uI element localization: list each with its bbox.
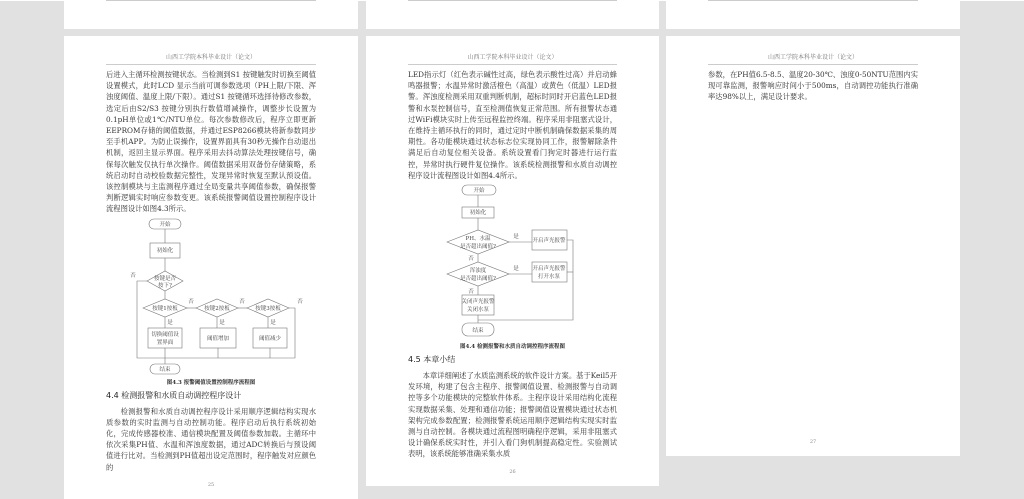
decision-label: 按键是否 bbox=[153, 275, 177, 282]
page-27 bbox=[666, 36, 960, 456]
paragraph-text: 本章详细阐述了水质监测系统的软件设计方案。基于Keil5开发环境，构建了包含主程序、报警阈值设置、检测报警与自动调控等多个功能模块的完整软件体系。主程序设计采用结构化流程实现数据采集、处理和通信功能；报警阈值设置模块通过状态机架构完成参数配置；检测报警系统运用顺序逻辑结构实现实时监测与自动控制。各模块通过流程图明确程序逻辑，采用非阻塞式设计确保系统实时性，并引入看门狗机制提高稳定性。实验测试表明，该系统能够准确采集水质 bbox=[408, 371, 617, 459]
init-label: 初始化 bbox=[156, 247, 174, 254]
section-heading: 4.4 检测报警和水质自动调控程序设计 bbox=[106, 390, 242, 400]
no-label: 否 bbox=[188, 298, 194, 305]
alarm2-label: 开启声光报警 bbox=[532, 266, 566, 273]
page-header: 山西工学院本科毕业设计（论文） bbox=[708, 54, 918, 65]
body-paragraph bbox=[106, 406, 316, 473]
alarm2-label-2: 打开水泵 bbox=[537, 274, 561, 281]
body-paragraph bbox=[408, 370, 617, 460]
no-label: 否 bbox=[130, 272, 136, 279]
flowchart-4-4 bbox=[366, 181, 660, 341]
previous-page-3 bbox=[666, 0, 960, 29]
page-25 bbox=[64, 36, 358, 499]
yes-label: 是 bbox=[513, 266, 519, 273]
no-label: 否 bbox=[239, 298, 245, 305]
key1-label: 按键1按板 bbox=[152, 305, 178, 312]
figure-caption: 图4.4 检测报警和水质自动调控程序流程图 bbox=[460, 344, 565, 351]
yes-label: 是 bbox=[513, 234, 519, 241]
paragraph-text: 检测报警和水质自动调控程序设计采用顺序逻辑结构实现水质参数的实时监测与自动控制功能。程序启动后执行系统初始化，完成传感器校准、通信模块配置及阈值参数加载。主循环中依次采集PH值、水温和浑浊度数据，通过ADC转换后与预设阈值进行比对。当检测到PH值超出设定范围时，程序触发对应颜色的 bbox=[106, 406, 316, 472]
page-number: 26 bbox=[509, 468, 516, 475]
d1-label-2: 是否超出阈值? bbox=[460, 244, 496, 251]
page-number: 25 bbox=[207, 481, 215, 488]
section-heading: 4.5 本章小结 bbox=[408, 355, 456, 365]
yes-label: 是 bbox=[270, 319, 276, 326]
page-26 bbox=[366, 36, 659, 486]
body-paragraph bbox=[408, 69, 617, 181]
turbidity-decision bbox=[447, 262, 509, 286]
paragraph-text: LED指示灯（红色表示碱性过高，绿色表示酸性过高）并启动蜂鸣器报警；水温异常时激活橙色（高温）或黄色（低温）LED报警。浑浊度检测采用双重判断机制，超标时同时开启蓝色LED报警和水泵控制信号，直至检测值恢复正常范围。所有报警状态通过WiFi模块实时上传至远程监控终端。程序采用非阻塞式设计，在维持主循环执行的同时，通过定时中断机制确保数据采集的周期性。各功能模块通过状态标志位实现协同工作，报警解除条件满足后自动复位相关设备。系统设置看门狗定时器进行运行监控，异常时执行硬件复位操作。该系统检测报警和水质自动调控程序设计流程图设计如图4.4所示。 bbox=[408, 70, 617, 180]
end-label: 结束 bbox=[472, 328, 484, 335]
init-label: 初始化 bbox=[469, 210, 487, 217]
key2-label: 按键2按板 bbox=[204, 305, 230, 312]
off-label: 关闭声光报警 bbox=[461, 299, 495, 306]
yes-label: 是 bbox=[219, 319, 225, 326]
alarm1-label: 开启声光报警 bbox=[532, 238, 566, 245]
previous-page-2 bbox=[366, 0, 659, 29]
page-number: 27 bbox=[809, 439, 817, 445]
ph-temp-decision bbox=[447, 230, 509, 254]
yes-label: 是 bbox=[167, 319, 173, 326]
paragraph-text: 参数，在PH值6.5-8.5、温度20-30℃、浊度0-50NTU范围内实现可靠监测，报警响应时间小于500ms，自动调控功能执行准确率达98%以上，满足设计要求。 bbox=[708, 70, 918, 102]
body-paragraph bbox=[708, 69, 918, 103]
no-label: 否 bbox=[297, 298, 303, 305]
box2-label: 阈值增加 bbox=[206, 335, 230, 342]
start-label: 开始 bbox=[159, 221, 171, 228]
d2-label: 浑浊度 bbox=[469, 268, 487, 275]
previous-page-1 bbox=[64, 0, 358, 29]
d2-label-2: 是否超出阈值? bbox=[460, 276, 496, 283]
box3-label: 阈值减少 bbox=[258, 335, 282, 342]
no-label: 否 bbox=[468, 289, 474, 296]
paragraph-text: 后进入主循环检测按键状态。当检测到S1 按键触发时切换至阈值设置模式，此时LCD 显示当前可调参数选项（PH上限/下限、浑浊度阈值、温度上限/下限）。通过S1 按键循环选择待修改参数，选定后由S2/S3 按键分别执行数值增减操作，调整步长设置为0.1pH单位或1℃/NTU单位。每次参数修改后，程序立即更新EEPROM存储的阈值数据，并通过ESP8266模块将新参数同步至手机APP。为防止误操作，设置界面具有30秒无操作自动退出机制，返回主显示界面。程序采用去抖动算法处理按键信号，确保每次触发仅执行单次操作。阈值数据采用双备份存储策略，系统启动时自动校验数据完整性，发现异常时恢复至默认预设值。该控制模块与主监测程序通过全局变量共享阈值参数，确保报警判断逻辑实时响应参数变更。该系统报警阈值设置控制程序设计流程图设计如图4.3所示。 bbox=[106, 70, 316, 214]
off-label-2: 关闭水泵 bbox=[466, 307, 490, 314]
start-label: 开始 bbox=[473, 188, 485, 195]
page-header: 山西工学院本科毕业设计（论文） bbox=[106, 54, 316, 65]
end-label: 结束 bbox=[159, 366, 171, 373]
flowchart-4-3 bbox=[64, 215, 358, 377]
body-paragraph bbox=[106, 69, 316, 215]
box1-label: 切换阈值设 bbox=[151, 331, 179, 338]
box1-label-2: 置界面 bbox=[156, 339, 174, 346]
decision-label-2: 按下? bbox=[158, 282, 172, 289]
key3-label: 按键3按板 bbox=[255, 305, 281, 312]
figure-caption: 图4.3 报警阈值设置控制程序流程图 bbox=[166, 379, 256, 386]
page-header: 山西工学院本科毕业设计（论文） bbox=[408, 54, 617, 65]
d1-label: PH、水温 bbox=[465, 236, 491, 243]
no-label: 否 bbox=[468, 256, 474, 263]
